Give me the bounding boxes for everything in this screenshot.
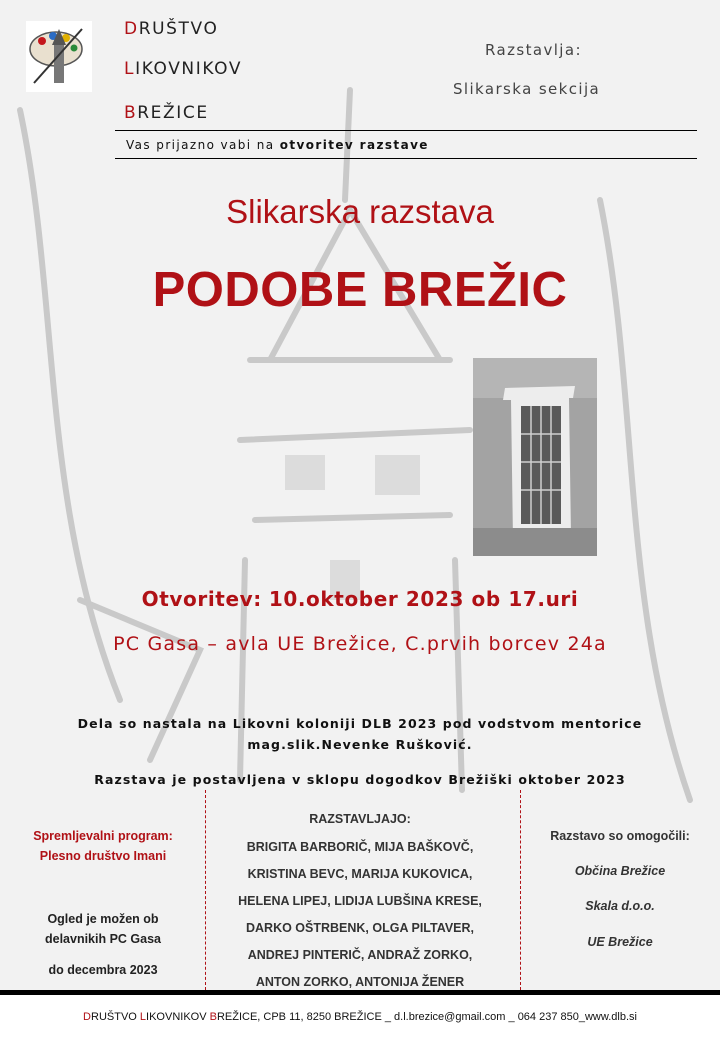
- logo: [26, 21, 92, 92]
- description-line-1: Dela so nastala na Likovni koloniji DLB 2023 pod vodstvom mentorice: [77, 716, 643, 731]
- footer-contact: DRUŠTVO LIKOVNIKOV BREŽICE, CPB 11, 8250 BREŽICE _ d.l.brezice@gmail.com _ 064 237 850_www.dlb.si: [83, 1011, 637, 1023]
- visit-line-3: do decembra 2023: [48, 963, 158, 977]
- program-value: Plesno društvo Imani: [39, 849, 167, 863]
- sponsor-2: Skala d.o.o.: [585, 899, 655, 913]
- program-title: Spremljevalni program:: [33, 829, 173, 843]
- window-photo: [473, 358, 597, 556]
- exhibitor-names-3: HELENA LIPEJ, LIDIJA LUBŠINA KRESE,: [238, 894, 482, 908]
- column-divider-right: [520, 790, 521, 990]
- location: PC Gasa – avla UE Brežice, C.prvih borcev 24a: [113, 633, 607, 655]
- opening-date: Otvoritev: 10.oktober 2023 ob 17.uri: [141, 587, 579, 611]
- exhibitor-names-1: BRIGITA BARBORIČ, MIJA BAŠKOVČ,: [246, 840, 474, 854]
- sponsor-3: UE Brežice: [587, 935, 653, 949]
- org-name-line-1: DRUŠTVO: [124, 19, 219, 39]
- visit-line-2: delavnikih PC Gasa: [44, 932, 162, 946]
- sponsor-1: Občina Brežice: [574, 864, 666, 878]
- header-divider-bottom: [115, 158, 697, 159]
- footer-bar: [0, 990, 720, 995]
- invite-text: Vas prijazno vabi na otvoritev razstave: [126, 138, 429, 152]
- exhibitor-names-5: ANDREJ PINTERIČ, ANDRAŽ ZORKO,: [247, 948, 473, 962]
- exhibitor-label: Razstavlja:: [485, 41, 582, 59]
- description-line-3: Razstava je postavljena v sklopu dogodkov Brežiški oktober 2023: [94, 772, 626, 787]
- exhibitors-heading: RAZSTAVLJAJO:: [309, 812, 411, 826]
- exhibitor-value: Slikarska sekcija: [453, 80, 601, 98]
- exhibition-title: PODOBE BREŽIC: [152, 263, 568, 317]
- column-divider-left: [205, 790, 206, 990]
- sponsors-heading: Razstavo so omogočili:: [550, 829, 690, 843]
- org-name-line-2: LIKOVNIKOV: [124, 59, 243, 79]
- header-divider-top: [115, 130, 697, 131]
- exhibitor-names-6: ANTON ZORKO, ANTONIJA ŽENER: [255, 975, 465, 989]
- visit-line-1: Ogled je možen ob: [47, 912, 159, 926]
- description-line-2: mag.slik.Nevenke Rušković.: [247, 737, 473, 752]
- exhibition-subtitle: Slikarska razstava: [226, 193, 494, 230]
- exhibitor-names-4: DARKO OŠTRBENK, OLGA PILTAVER,: [245, 921, 474, 935]
- exhibitor-names-2: KRISTINA BEVC, MARIJA KUKOVICA,: [247, 867, 473, 881]
- org-name-line-3: BREŽICE: [124, 103, 209, 123]
